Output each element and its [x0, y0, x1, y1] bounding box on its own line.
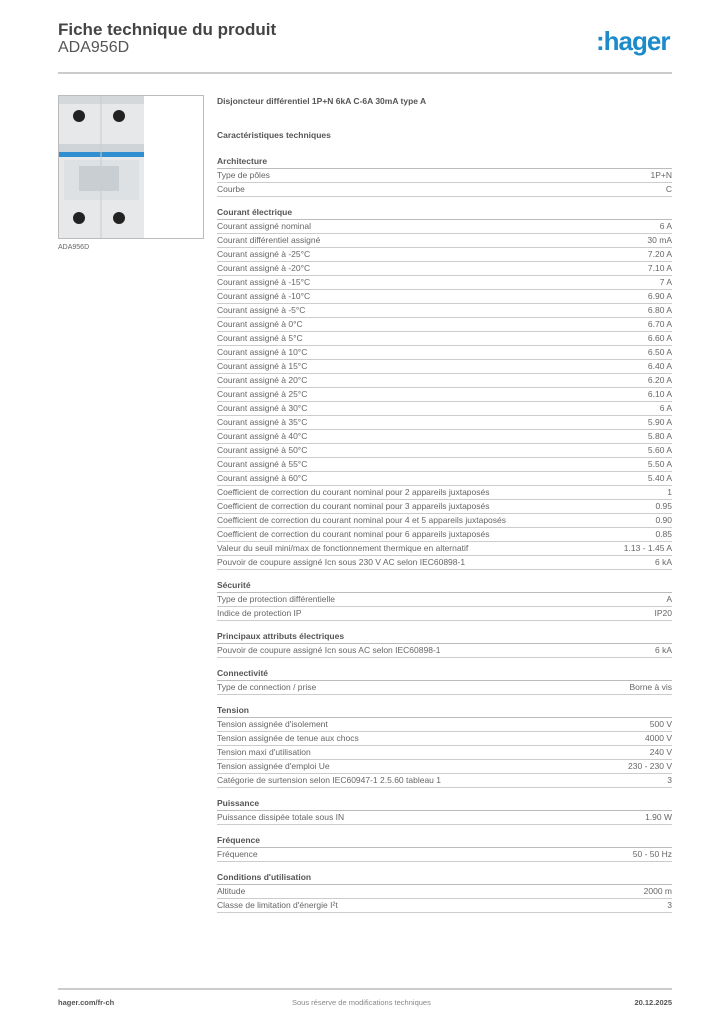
spec-label: Coefficient de correction du courant nominal pour 2 appareils juxtaposés	[217, 487, 490, 497]
spec-row	[217, 644, 672, 658]
product-code: ADA956D	[58, 39, 130, 56]
spec-label: Pouvoir de coupure assigné Icn sous 230 V AC selon IEC60898-1	[217, 557, 466, 567]
spec-label: Classe de limitation d'énergie I²t	[217, 900, 338, 910]
product-image	[58, 95, 204, 239]
spec-value: 0.85	[655, 529, 672, 539]
spec-row	[217, 486, 672, 500]
spec-value: 0.95	[655, 501, 672, 511]
spec-label: Altitude	[217, 886, 246, 896]
spec-value: 6.90 A	[647, 291, 672, 301]
spec-row	[217, 332, 672, 346]
footer-notice: Sous réserve de modifications techniques	[292, 998, 431, 1007]
section-heading: Conditions d'utilisation	[217, 871, 672, 885]
spec-row	[217, 458, 672, 472]
spec-row	[217, 248, 672, 262]
section-heading: Fréquence	[217, 834, 672, 848]
spec-row	[217, 430, 672, 444]
spec-value: A	[666, 594, 672, 604]
spec-row	[217, 220, 672, 234]
spec-label: Tension maxi d'utilisation	[217, 747, 311, 757]
spec-value: 5.50 A	[647, 459, 672, 469]
spec-value: 6.40 A	[647, 361, 672, 371]
spec-label: Courant assigné à 5°C	[217, 333, 303, 343]
spec-row	[217, 290, 672, 304]
section-heading: Tension	[217, 704, 672, 718]
spec-label: Courant assigné à -5°C	[217, 305, 306, 315]
spec-label: Courant assigné à -20°C	[217, 263, 311, 273]
spec-row	[217, 593, 672, 607]
spec-value: 1	[667, 487, 672, 497]
spec-label: Courant assigné à 40°C	[217, 431, 308, 441]
spec-row	[217, 732, 672, 746]
spec-label: Courant assigné à 10°C	[217, 347, 308, 357]
spec-row	[217, 811, 672, 825]
product-name: Disjoncteur différentiel 1P+N 6kA C-6A 30mA type A	[217, 96, 427, 106]
spec-value: 500 V	[649, 719, 672, 729]
spec-row	[217, 774, 672, 788]
spec-section	[217, 630, 672, 658]
image-caption: ADA956D	[58, 244, 90, 251]
spec-value: 5.90 A	[647, 417, 672, 427]
page-title: Fiche technique du produit	[58, 20, 277, 39]
spec-label: Tension assignée de tenue aux chocs	[217, 733, 359, 743]
spec-row	[217, 556, 672, 570]
section-heading: Principaux attributs électriques	[217, 630, 672, 644]
spec-label: Indice de protection IP	[217, 608, 302, 618]
spec-label: Coefficient de correction du courant nominal pour 3 appareils juxtaposés	[217, 501, 490, 511]
spec-label: Type de pôles	[217, 170, 270, 180]
spec-value: 6 kA	[654, 645, 672, 655]
spec-label: Pouvoir de coupure assigné Icn sous AC selon IEC60898-1	[217, 645, 441, 655]
spec-row	[217, 276, 672, 290]
spec-row	[217, 388, 672, 402]
spec-section	[217, 667, 672, 695]
spec-label: Courbe	[217, 184, 245, 194]
spec-label: Courant assigné à 60°C	[217, 473, 308, 483]
spec-label: Puissance dissipée totale sous IN	[217, 812, 345, 822]
spec-row	[217, 346, 672, 360]
spec-row	[217, 760, 672, 774]
spec-row	[217, 514, 672, 528]
spec-row	[217, 374, 672, 388]
spec-section	[217, 834, 672, 862]
spec-value: 5.80 A	[647, 431, 672, 441]
spec-row	[217, 746, 672, 760]
spec-label: Coefficient de correction du courant nominal pour 4 et 5 appareils juxtaposés	[217, 515, 507, 525]
spec-row	[217, 885, 672, 899]
footer-date: 20.12.2025	[634, 998, 672, 1007]
spec-section	[217, 579, 672, 621]
spec-row	[217, 899, 672, 913]
spec-label: Catégorie de surtension selon IEC60947-1 2.5.60 tableau 1	[217, 775, 441, 785]
spec-row	[217, 444, 672, 458]
spec-row	[217, 318, 672, 332]
spec-label: Valeur du seuil mini/max de fonctionnement thermique en alternatif	[217, 543, 469, 553]
spec-row	[217, 416, 672, 430]
spec-value: 3	[667, 775, 672, 785]
footer-website[interactable]: hager.com/fr-ch	[58, 998, 115, 1007]
spec-value: 4000 V	[645, 733, 672, 743]
spec-row	[217, 500, 672, 514]
spec-value: 6.80 A	[647, 305, 672, 315]
spec-value: 3	[667, 900, 672, 910]
spec-label: Courant assigné à -15°C	[217, 277, 311, 287]
spec-row	[217, 607, 672, 621]
spec-label: Courant assigné à 35°C	[217, 417, 308, 427]
spec-value: 6.60 A	[647, 333, 672, 343]
spec-value: 50 - 50 Hz	[632, 849, 672, 859]
spec-value: 240 V	[649, 747, 672, 757]
spec-row	[217, 304, 672, 318]
section-heading: Puissance	[217, 797, 672, 811]
spec-section	[217, 704, 672, 788]
spec-label: Courant assigné à -25°C	[217, 249, 311, 259]
spec-label: Courant assigné à -10°C	[217, 291, 311, 301]
spec-row	[217, 169, 672, 183]
spec-value: 1.13 - 1.45 A	[623, 543, 672, 553]
spec-row	[217, 262, 672, 276]
spec-value: 7.10 A	[647, 263, 672, 273]
spec-value: 6.10 A	[647, 389, 672, 399]
spec-row	[217, 360, 672, 374]
spec-label: Courant assigné à 50°C	[217, 445, 308, 455]
spec-label: Courant assigné à 15°C	[217, 361, 308, 371]
spec-row	[217, 402, 672, 416]
section-heading: Courant électrique	[217, 206, 672, 220]
spec-label: Courant assigné à 20°C	[217, 375, 308, 385]
spec-value: 6 A	[659, 221, 672, 231]
footer-divider	[58, 988, 672, 990]
spec-label: Courant assigné à 25°C	[217, 389, 308, 399]
spec-value: 30 mA	[647, 235, 672, 245]
spec-value: 6.50 A	[647, 347, 672, 357]
spec-section	[217, 155, 672, 197]
spec-value: 6.20 A	[647, 375, 672, 385]
spec-value: 1.90 W	[645, 812, 672, 822]
spec-row	[217, 681, 672, 695]
spec-value: 5.60 A	[647, 445, 672, 455]
spec-row	[217, 718, 672, 732]
spec-value: 6.70 A	[647, 319, 672, 329]
characteristics-table	[217, 155, 672, 922]
spec-value: 0.90	[655, 515, 672, 525]
spec-value: 1P+N	[650, 170, 672, 180]
spec-value: Borne à vis	[629, 682, 672, 692]
spec-row	[217, 472, 672, 486]
spec-value: 7.20 A	[647, 249, 672, 259]
spec-label: Tension assignée d'emploi Ue	[217, 761, 330, 771]
spec-label: Courant différentiel assigné	[217, 235, 321, 245]
spec-value: 6 A	[659, 403, 672, 413]
section-heading: Sécurité	[217, 579, 672, 593]
spec-label: Type de connection / prise	[217, 682, 317, 692]
spec-value: 5.40 A	[647, 473, 672, 483]
spec-value: 7 A	[659, 277, 672, 287]
spec-value: C	[665, 184, 672, 194]
spec-label: Courant assigné nominal	[217, 221, 312, 231]
header-divider	[58, 72, 672, 74]
spec-section	[217, 797, 672, 825]
section-heading: Connectivité	[217, 667, 672, 681]
spec-value: IP20	[654, 608, 672, 618]
spec-label: Courant assigné à 0°C	[217, 319, 303, 329]
spec-label: Type de protection différentielle	[217, 594, 335, 604]
spec-label: Fréquence	[217, 849, 258, 859]
hager-logo: :hager	[596, 26, 670, 56]
spec-label: Courant assigné à 55°C	[217, 459, 308, 469]
spec-value: 230 - 230 V	[628, 761, 672, 771]
spec-label: Coefficient de correction du courant nominal pour 6 appareils juxtaposés	[217, 529, 490, 539]
spec-value: 2000 m	[643, 886, 672, 896]
spec-row	[217, 542, 672, 556]
spec-label: Courant assigné à 30°C	[217, 403, 308, 413]
spec-row	[217, 234, 672, 248]
spec-value: 6 kA	[654, 557, 672, 567]
spec-row	[217, 528, 672, 542]
spec-row	[217, 183, 672, 197]
technical-characteristics-title: Caractéristiques techniques	[217, 130, 331, 140]
section-heading: Architecture	[217, 155, 672, 169]
spec-label: Tension assignée d'isolement	[217, 719, 328, 729]
spec-section	[217, 871, 672, 913]
spec-section	[217, 206, 672, 570]
spec-row	[217, 848, 672, 862]
